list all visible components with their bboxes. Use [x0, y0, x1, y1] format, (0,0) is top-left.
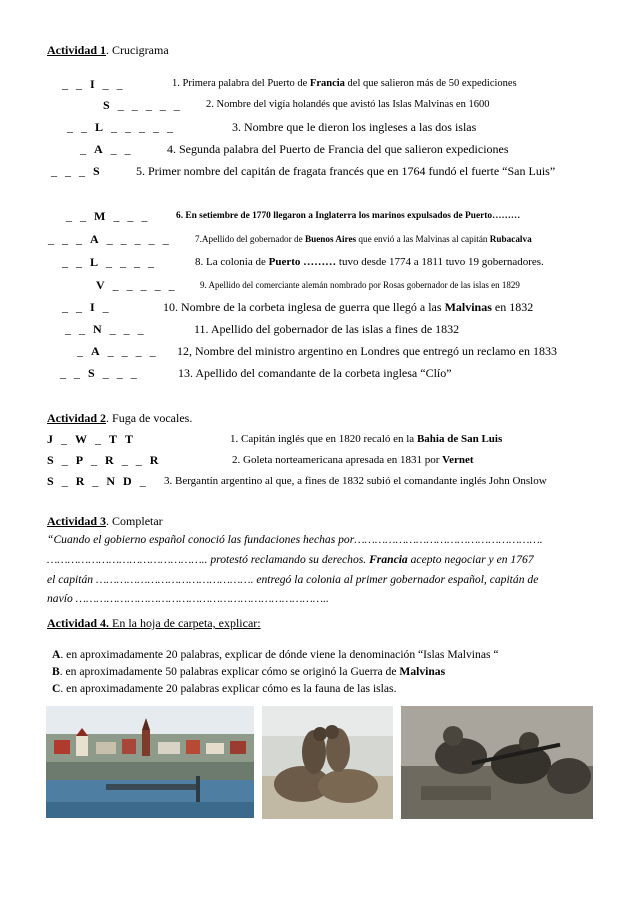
crossword-row-clue-text: los marinos expulsados de [356, 211, 465, 221]
crossword-row-cell: _ [76, 255, 82, 269]
crossword-row-clue [178, 366, 452, 380]
crossword-row-cell: _ [123, 322, 130, 336]
act1-title: . Crucigrama [106, 43, 169, 57]
act3-line-2c: acepto negociar y en 1767 [407, 553, 534, 566]
crossword-row-clue-text: 6. En setiembre de 1770 llegaron a [176, 211, 316, 221]
crossword-row-cell: _ [134, 255, 141, 269]
vowel-row-cell: W [75, 432, 87, 446]
crossword-row-cell: _ [102, 77, 109, 91]
crossword-row-cell: L [95, 120, 104, 134]
crossword-row-clue-text: Malvinas [444, 300, 492, 314]
act4-item-letter: A [52, 648, 61, 661]
act3-line-2a: ……………………………………….. protestó reclamando su derechos. [47, 553, 370, 566]
act4-title: En la hoja de carpeta, explicar: [109, 616, 261, 630]
crossword-row-pattern [80, 142, 139, 156]
crossword-row-cell: _ [102, 300, 109, 314]
act3-line-2 [47, 553, 534, 567]
vowel-row-cell: J [47, 432, 53, 446]
vowel-row-cell: _ [61, 453, 68, 467]
crossword-row-cell: _ [60, 366, 66, 380]
crossword-row-cell: _ [173, 98, 180, 112]
vowel-row-pattern [47, 432, 141, 446]
crossword-row-cell: _ [120, 255, 127, 269]
crossword-row-clue-text: 9. Apellido del comerciante alemán nombrado por Rosas gobernador de las islas en 1829 [200, 280, 520, 290]
crossword-row-cell: _ [149, 344, 156, 358]
crossword-row-cell: _ [76, 300, 82, 314]
crossword-row-pattern [62, 77, 131, 91]
crossword-row-cell: _ [154, 278, 161, 292]
crossword-row-clue-text: Puerto……… [465, 211, 521, 221]
crossword-row-cell: _ [65, 164, 71, 178]
crossword-row-clue [172, 77, 517, 91]
crossword-row-clue-text: Inglaterra [315, 211, 357, 221]
crossword-row-cell: A [94, 142, 103, 156]
crossword-row-pattern [48, 232, 177, 246]
act3-line-1: “Cuando el gobierno español conoció las fundaciones hechas por………………………………………………. [47, 533, 543, 546]
vowel-row-cell: _ [61, 432, 67, 446]
crossword-row-cell: L [90, 255, 99, 269]
vowel-row-cell: P [75, 453, 84, 467]
crossword-row-clue-text: 13. Apellido del comandante de la corbeta inglesa “Clío” [178, 366, 452, 380]
crossword-row-cell: _ [102, 366, 109, 380]
act4-item-text: . en aproximadamente 50 palabras explicar cómo se originó la Guerra de [59, 665, 400, 678]
crossword-row-cell: _ [148, 232, 155, 246]
vowel-row-clue-text: 3. Bergantín argentino al que, a fines de 1832 subió el comandante inglés John Onslow [164, 475, 547, 487]
crossword-row-pattern [103, 98, 188, 112]
crossword-row-cell: _ [134, 232, 141, 246]
crossword-row-cell: _ [153, 120, 160, 134]
act4-number: Actividad 4. [47, 616, 110, 630]
crossword-row-clue-text: Rubacalva [489, 234, 532, 244]
crossword-row-cell: V [96, 278, 105, 292]
crossword-row-clue [200, 278, 520, 292]
vowel-row-clue-text: 1. Capitán inglés que en 1820 recaló en la [230, 433, 417, 445]
crossword-row-cell: _ [79, 164, 85, 178]
crossword-row-clue-text: que envió a las Malvinas al capitán [356, 234, 490, 244]
crossword-row-cell: _ [159, 98, 166, 112]
crossword-row-cell: _ [141, 209, 148, 223]
crossword-row-clue-text: 10. Nombre de la corbeta inglesa de guerra que llegó a las [163, 300, 445, 314]
crossword-row-cell: _ [51, 164, 57, 178]
crossword-row-cell: _ [106, 255, 113, 269]
crossword-row-clue [232, 120, 476, 134]
crossword-row-clue [206, 98, 489, 112]
crossword-row-cell: _ [110, 142, 117, 156]
crossword-row-clue-text: en 1832 [491, 300, 534, 314]
crossword-row-clue [195, 232, 532, 246]
crossword-row-cell: _ [168, 278, 175, 292]
vowel-row-cell: _ [95, 432, 101, 446]
crossword-row-cell: _ [113, 209, 120, 223]
act3-heading [47, 514, 163, 528]
act4-item-letter: C [52, 682, 61, 695]
crossword-row-cell: _ [76, 232, 82, 246]
crossword-row-clue-text: Puerto ……… [268, 256, 337, 268]
crossword-row-cell: _ [127, 209, 134, 223]
crossword-row-clue-text: del que salieron más de 50 expediciones [344, 78, 517, 89]
crossword-row-cell: S [103, 98, 110, 112]
vowel-row-clue [230, 432, 502, 446]
crossword-row-clue [163, 300, 533, 314]
crossword-row-cell: _ [116, 77, 123, 91]
crossword-row-clue-text: 2. Nombre del vigía holandés que avistó las Islas Malvinas en 1600 [206, 99, 490, 110]
crossword-row-clue-text: 8. La colonia de [195, 256, 269, 268]
act3-line-2b: Francia [369, 553, 408, 566]
crossword-row-cell: _ [126, 278, 133, 292]
town-photo [46, 706, 254, 818]
vowel-row-clue-text: Vernet [442, 454, 474, 466]
crossword-row-cell: _ [77, 344, 83, 358]
vowel-row-clue [164, 474, 547, 488]
seals-photo [262, 706, 393, 819]
crossword-row-cell: _ [62, 232, 68, 246]
vowel-row-cell: _ [135, 453, 142, 467]
act3-number: Actividad 3 [47, 514, 107, 528]
act4-heading [47, 616, 261, 630]
crossword-row-pattern [51, 164, 108, 178]
crossword-row-cell: _ [109, 322, 116, 336]
crossword-row-clue-text: 3. Nombre que le dieron los ingleses a las dos islas [232, 120, 477, 134]
crossword-row-cell: _ [62, 255, 68, 269]
crossword-row-cell: _ [106, 232, 113, 246]
crossword-row-pattern [62, 300, 117, 314]
vowel-row-pattern [47, 453, 166, 467]
act1-heading [47, 43, 169, 57]
crossword-row-cell: _ [80, 209, 86, 223]
crossword-row-clue [176, 209, 520, 223]
vowel-row-cell: T [109, 432, 118, 446]
crossword-row-cell: _ [111, 120, 118, 134]
crossword-row-cell: _ [66, 209, 72, 223]
crossword-row-cell: S [88, 366, 95, 380]
crossword-row-cell: _ [162, 232, 169, 246]
crossword-row-cell: _ [117, 98, 124, 112]
crossword-row-clue [136, 164, 555, 178]
vowel-row-cell: _ [91, 453, 98, 467]
crossword-row-clue [177, 344, 557, 358]
crossword-row-cell: _ [67, 120, 73, 134]
vowel-row-cell: R [105, 453, 114, 467]
crossword-row-clue [167, 142, 509, 156]
crossword-row-cell: _ [116, 366, 123, 380]
act4-item-bold: Malvinas [399, 665, 446, 678]
vowel-row-clue-text: 2. Goleta norteamericana apresada en 1831 por [232, 454, 443, 466]
vowel-row-cell: S [47, 474, 54, 488]
vowel-row-cell: _ [92, 474, 99, 488]
crossword-row-clue [195, 255, 544, 269]
crossword-row-clue-text: 12, Nombre del ministro argentino en Londres que entregó un reclamo en 1833 [177, 344, 558, 358]
act3-line-4: navío ……………………………………………………………….. [47, 592, 329, 605]
crossword-row-cell: _ [139, 120, 146, 134]
crossword-row-clue-text: 1. Primera palabra del Puerto de [172, 78, 310, 89]
vowel-row-cell: T [125, 432, 134, 446]
vowel-row-clue-text: Bahia de San Luis [416, 433, 503, 445]
act3-title: . Completar [106, 514, 163, 528]
crossword-row-cell: _ [167, 120, 174, 134]
act2-heading [47, 411, 192, 425]
crossword-row-cell: S [93, 164, 100, 178]
crossword-row-cell: _ [74, 366, 80, 380]
vowel-row-cell: _ [121, 453, 128, 467]
soldiers-photo [401, 706, 593, 819]
crossword-row-clue-text: Francia [309, 78, 345, 89]
crossword-row-cell: _ [80, 142, 86, 156]
crossword-row-cell: _ [125, 120, 132, 134]
crossword-row-cell: _ [137, 322, 144, 336]
crossword-row-pattern [62, 255, 162, 269]
crossword-row-cell: _ [79, 322, 85, 336]
crossword-row-pattern [96, 278, 183, 292]
act4-item [52, 682, 396, 696]
crossword-row-clue-text: 5. Primer nombre del capitán de fragata francés que en 1764 fundó el fuerte “San Luis” [136, 164, 556, 178]
crossword-row-cell: _ [131, 98, 138, 112]
vowel-row-cell: _ [61, 474, 68, 488]
vowel-row-cell: R [75, 474, 85, 488]
act2-number: Actividad 2 [47, 411, 107, 425]
crossword-row-cell: _ [112, 278, 119, 292]
crossword-row-cell: _ [62, 77, 68, 91]
vowel-row-pattern [47, 474, 154, 488]
vowel-row-cell: _ [139, 474, 146, 488]
act4-item [52, 665, 445, 679]
crossword-row-cell: _ [130, 366, 137, 380]
vowel-row-cell: R [149, 453, 159, 467]
vowel-row-cell: D [123, 474, 132, 488]
crossword-row-pattern [67, 120, 181, 134]
vowel-row-cell: N [106, 474, 116, 488]
crossword-row-pattern [77, 344, 164, 358]
crossword-row-cell: _ [121, 344, 128, 358]
crossword-row-cell: N [93, 322, 102, 336]
crossword-row-cell: I [90, 77, 95, 91]
act4-item-letter: B [52, 665, 60, 678]
crossword-row-pattern [66, 209, 155, 223]
act3-line-3: el capitán ………………………………………. entregó la colonia al primer gobernador español, capitán de [47, 573, 539, 586]
crossword-row-clue-text: Buenos Aires [304, 234, 357, 244]
crossword-row-cell: M [94, 209, 106, 223]
act4-item [52, 648, 499, 662]
crossword-row-cell: I [90, 300, 95, 314]
crossword-row-clue-text: 11. Apellido del gobernador de las islas a fines de 1832 [194, 322, 460, 336]
crossword-row-cell: _ [135, 344, 142, 358]
crossword-row-cell: _ [148, 255, 155, 269]
crossword-row-cell: _ [76, 77, 82, 91]
crossword-row-cell: _ [140, 278, 147, 292]
crossword-row-cell: _ [65, 322, 71, 336]
crossword-row-pattern [65, 322, 152, 336]
crossword-row-cell: _ [120, 232, 127, 246]
act4-item-text: . en aproximadamente 20 palabras, explicar de dónde viene la denominación “Islas Malvinas “ [60, 648, 499, 661]
crossword-row-cell: _ [145, 98, 152, 112]
crossword-row-clue-text: 7.Apellido del gobernador de [195, 234, 305, 244]
crossword-row-cell: _ [48, 232, 54, 246]
crossword-row-cell: _ [107, 344, 114, 358]
vowel-row-cell: S [47, 453, 54, 467]
crossword-row-pattern [60, 366, 145, 380]
crossword-row-cell: A [90, 232, 99, 246]
crossword-row-cell: A [91, 344, 100, 358]
crossword-row-clue [194, 322, 459, 336]
crossword-row-clue-text: 4. Segunda palabra del Puerto de Francia del que salieron expediciones [167, 142, 509, 156]
crossword-row-cell: _ [124, 142, 131, 156]
crossword-row-cell: _ [81, 120, 87, 134]
act1-number: Actividad 1 [47, 43, 107, 57]
act2-title: . Fuga de vocales. [106, 411, 193, 425]
crossword-row-clue-text: tuvo desde 1774 a 1811 tuvo 19 gobernadores. [336, 256, 544, 268]
crossword-row-cell: _ [62, 300, 68, 314]
act4-item-text: . en aproximadamente 20 palabras explicar cómo es la fauna de las islas. [60, 682, 397, 695]
vowel-row-clue [232, 453, 474, 467]
